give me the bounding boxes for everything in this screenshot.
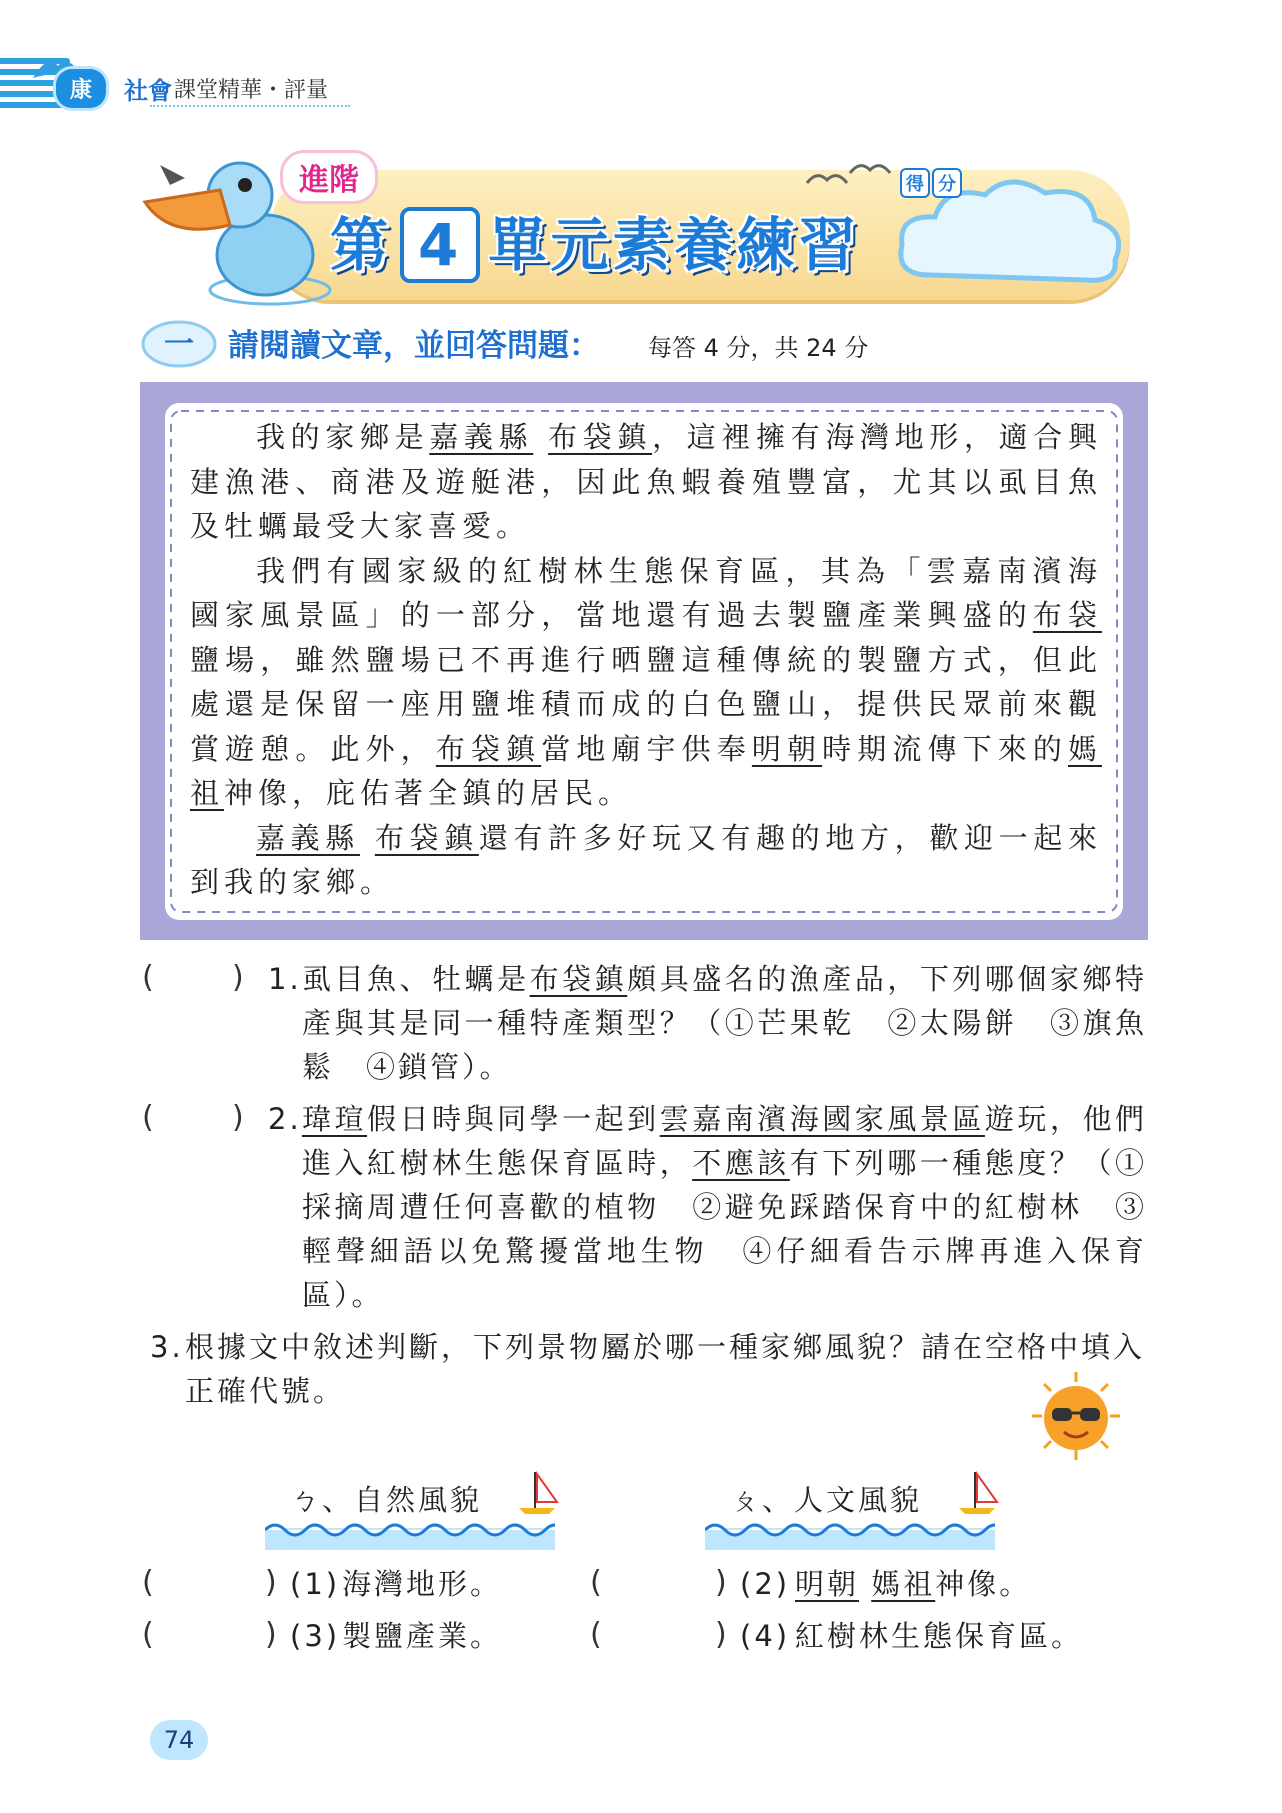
header-divider xyxy=(150,105,350,109)
score-box xyxy=(900,168,964,198)
item1-answer-blank[interactable] xyxy=(162,1560,262,1604)
section-title: 請閱讀文章，並回答問題： xyxy=(228,328,600,364)
unit-number: 4 xyxy=(400,207,480,283)
passage-paragraph-2 xyxy=(190,549,1102,816)
q2-answer-blank[interactable] xyxy=(162,1095,232,1139)
text-run: 神像，庇佑著全鎮的居民。 xyxy=(224,776,633,810)
underlined-proper-noun: 嘉義縣 xyxy=(429,420,534,454)
answer-paren-open: ( xyxy=(142,1617,154,1652)
text-run: 紅樹林生態保育區。 xyxy=(795,1619,1084,1653)
text-run: 頗具盛名的漁產品，下列哪個家鄉特產與其是同一種特產類型？（①芒果乾 ②太陽餅 ③旗魚鬆 ④鎖管）。 xyxy=(302,962,1147,1084)
item2-answer-blank[interactable] xyxy=(610,1560,710,1604)
underlined-proper-noun: 布袋 xyxy=(1032,598,1102,632)
item4-text xyxy=(795,1614,1083,1658)
underlined-proper-noun: 明朝 xyxy=(751,731,823,766)
item4-number: (4) xyxy=(740,1619,791,1653)
item1-text xyxy=(342,1562,502,1606)
item2-text xyxy=(795,1562,1031,1606)
title-suffix: 單元素養練習 xyxy=(488,211,861,279)
text-run: 我們有國家級的紅樹林生態保育區，其為「雲嘉南濱海國家風景區」的一部分，當地還有過去製鹽產業興盛的 xyxy=(190,553,1102,632)
q1-answer-blank[interactable] xyxy=(162,955,232,999)
sun-with-sunglasses-icon xyxy=(1030,1370,1122,1462)
book-title: 課堂精華・評量 xyxy=(174,77,329,103)
wave-decoration xyxy=(705,1516,995,1550)
item3-number: (3) xyxy=(290,1619,341,1653)
text-run: 假日時與同學一起到 xyxy=(367,1102,660,1136)
text-run: 鹽場，雖然鹽場已不再進行晒鹽這種傳統的製鹽方式，但此處還是保留一座用鹽堆積而成的白色鹽山，提供民眾前來觀賞遊憩。此外， xyxy=(190,642,1102,766)
answer-paren-close: ) xyxy=(232,1100,244,1135)
score-label-1: 得 xyxy=(900,168,930,198)
item4-answer-blank[interactable] xyxy=(610,1612,710,1656)
answer-paren-close: ) xyxy=(232,960,244,995)
q2-number: 2. xyxy=(268,1102,302,1136)
text-run xyxy=(859,1567,871,1601)
publisher-badge: 康 xyxy=(56,69,106,108)
answer-paren-open: ( xyxy=(142,1565,154,1600)
q2-text xyxy=(302,1097,1147,1317)
answer-paren-open: ( xyxy=(590,1617,602,1652)
page-number: 74 xyxy=(150,1720,208,1760)
text-run: 當地廟宇供奉 xyxy=(541,731,752,766)
underlined-proper-noun: 布袋鎮 xyxy=(374,820,479,855)
category-natural-label: ㄅ、自然風貌 xyxy=(290,1483,483,1517)
text-run: 神像。 xyxy=(935,1567,1032,1601)
score-label-2: 分 xyxy=(932,168,962,198)
answer-paren-open: ( xyxy=(590,1565,602,1600)
book-header xyxy=(56,66,328,110)
text-run: ，這裡擁有海灣地形，適合興建漁港、商港及遊艇港，因此魚蝦養殖豐富，尤其以虱目魚及牡蠣最受大家喜愛。 xyxy=(190,420,1102,543)
text-run: 海灣地形。 xyxy=(342,1567,503,1601)
q3-number: 3. xyxy=(150,1330,184,1364)
seagulls-icon xyxy=(805,158,895,198)
answer-paren-open: ( xyxy=(142,1100,154,1135)
underlined-proper-noun: 布袋鎮 xyxy=(548,420,653,454)
section-badge-text: 一 xyxy=(164,327,194,362)
passage-paragraph-1 xyxy=(190,415,1102,549)
wave-decoration xyxy=(265,1516,555,1550)
unit-title xyxy=(330,198,860,283)
title-prefix: 第 xyxy=(330,211,393,279)
underlined-proper-noun: 雲嘉南濱海國家風景區 xyxy=(659,1102,985,1136)
underlined-proper-noun: 媽祖 xyxy=(190,731,1102,810)
text-run: 遊玩，他們進入紅樹林生態保育區時， xyxy=(302,1102,1147,1180)
category-cultural-label: ㄆ、人文風貌 xyxy=(730,1483,923,1517)
answer-paren-close: ) xyxy=(265,1617,277,1652)
item3-text xyxy=(342,1614,502,1658)
text-run: 製鹽產業。 xyxy=(342,1619,503,1653)
q1-text xyxy=(302,957,1147,1089)
answer-paren-close: ) xyxy=(715,1617,727,1652)
text-run: 有下列哪一種態度？（①採摘周遭任何喜歡的植物 ②避免踩踏保育中的紅樹林 ③輕聲細語以免驚擾當地生物 ④仔細看告示牌再進入保育區）。 xyxy=(302,1146,1147,1312)
item1-number: (1) xyxy=(290,1567,341,1601)
q1-number: 1. xyxy=(268,962,302,996)
text-run xyxy=(533,420,548,454)
underlined-proper-noun: 明朝 xyxy=(795,1567,860,1601)
level-badge: 進階 xyxy=(280,150,378,204)
item3-answer-blank[interactable] xyxy=(162,1612,262,1656)
passage-paragraph-3 xyxy=(190,816,1102,905)
underlined-proper-noun: 瑋瑄 xyxy=(302,1102,368,1136)
text-run: 還有許多好玩又有趣的地方，歡迎一起來到我的家鄉。 xyxy=(190,820,1102,899)
sailboat-icon xyxy=(955,1468,1001,1516)
underlined-proper-noun: 媽祖 xyxy=(871,1567,936,1601)
text-run xyxy=(360,821,375,855)
underlined-proper-noun: 布袋鎮 xyxy=(529,962,628,996)
text-run: 我的家鄉是 xyxy=(256,420,430,454)
section-points: 每答 4 分，共 24 分 xyxy=(648,334,869,362)
subject-label: 社會 xyxy=(124,76,173,105)
section-badge xyxy=(140,318,218,370)
text-run: 時期流傳下來的 xyxy=(822,731,1068,766)
underlined-proper-noun: 不應該 xyxy=(692,1146,790,1180)
answer-paren-open: ( xyxy=(142,960,154,995)
item2-number: (2) xyxy=(740,1567,791,1601)
q3-text: 根據文中敘述判斷，下列景物屬於哪一種家鄉風貌？請在空格中填入正確代號。 xyxy=(185,1330,1146,1408)
text-run: 虱目魚、牡蠣是 xyxy=(302,962,530,996)
answer-paren-close: ) xyxy=(715,1565,727,1600)
underlined-proper-noun: 布袋鎮 xyxy=(435,731,542,766)
sailboat-icon xyxy=(515,1468,561,1516)
underlined-proper-noun: 嘉義縣 xyxy=(256,820,360,855)
answer-paren-close: ) xyxy=(265,1565,277,1600)
reading-passage xyxy=(190,415,1102,905)
